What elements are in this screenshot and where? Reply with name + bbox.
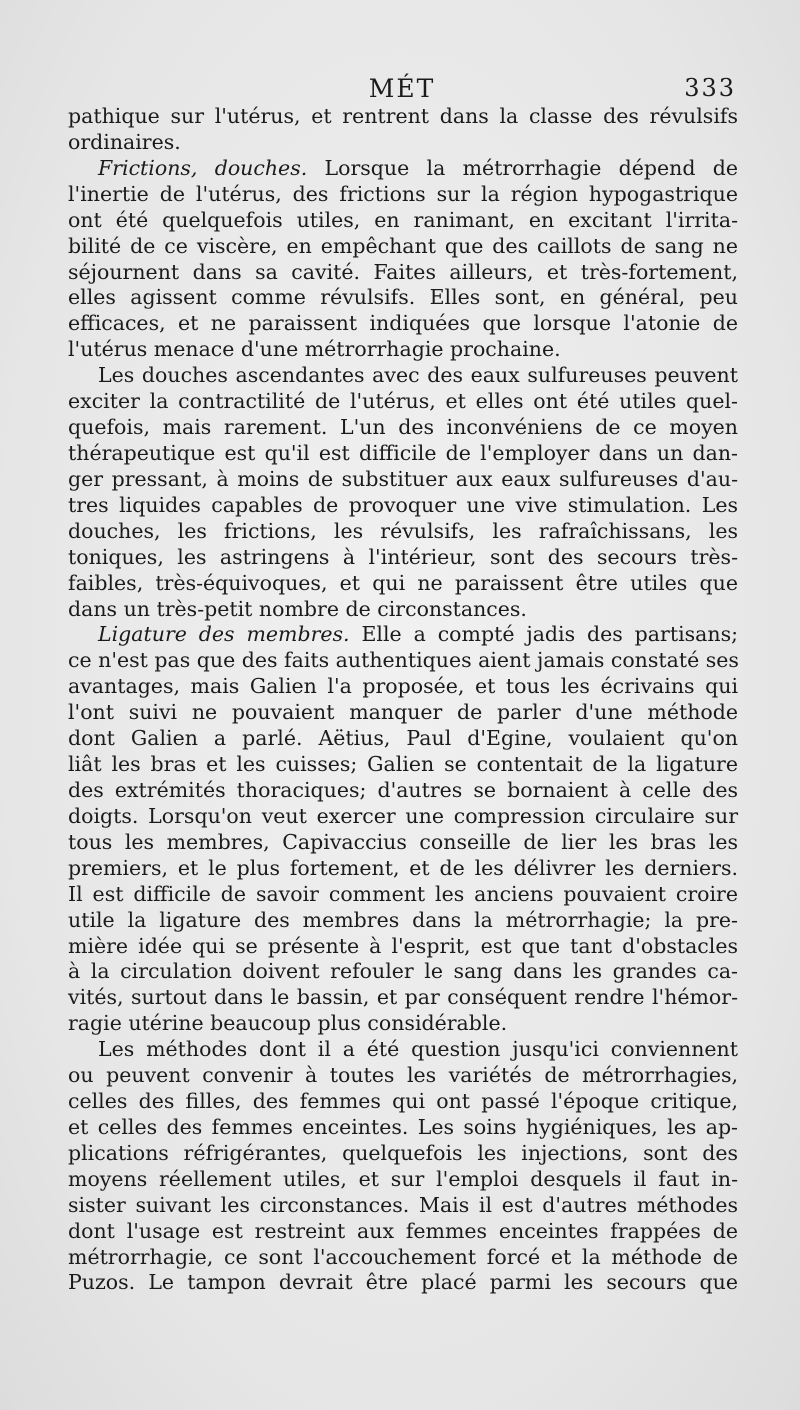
text-line: elles agissent comme révulsifs. Elles sont, en général, peu bbox=[68, 285, 738, 310]
text-line: bilité de ce viscère, en empêchant que des caillots de sang ne bbox=[68, 233, 738, 258]
text-line: toniques, les astringens à l'intérieur, sont des secours très- bbox=[68, 544, 738, 569]
text-line: ce n'est pas que des faits authentiques aient jamais constaté ses bbox=[68, 648, 739, 673]
page-header bbox=[68, 74, 736, 108]
page-number: 333 bbox=[684, 74, 736, 102]
text-line: Les douches ascendantes avec des eaux sulfureuses peuvent bbox=[98, 363, 738, 388]
text-line: séjournent dans sa cavité. Faites ailleurs, et très-fortement, bbox=[68, 259, 738, 284]
text-line: celles des filles, des femmes qui ont passé l'époque critique, bbox=[68, 1089, 738, 1114]
text-line: moyens réellement utiles, et sur l'emploi desquels il faut in- bbox=[68, 1166, 738, 1191]
text-line: ont été quelquefois utiles, en ranimant, en excitant l'irrita- bbox=[68, 207, 738, 232]
text-line: mière idée qui se présente à l'esprit, est que tant d'obstacles bbox=[68, 933, 738, 958]
text-line: faibles, très-équivoques, et qui ne paraissent être utiles que bbox=[68, 570, 738, 595]
text-line: liât les bras et les cuisses; Galien se contentait de la ligature bbox=[68, 752, 738, 777]
text-line: à la circulation doivent refouler le sang dans les grandes ca- bbox=[68, 959, 738, 984]
text-line: ragie utérine beaucoup plus considérable. bbox=[68, 1011, 508, 1036]
text-line: quefois, mais rarement. L'un des inconvéniens de ce moyen bbox=[68, 415, 738, 440]
section-lead: Ligature des membres. bbox=[98, 622, 350, 647]
text-line: ordinaires. bbox=[68, 129, 181, 154]
text-line: doigts. Lorsqu'on veut exercer une compression circulaire sur bbox=[68, 803, 738, 828]
text-line: thérapeutique est qu'il est difficile de l'employer dans un dan- bbox=[68, 440, 738, 465]
running-head: MÉT bbox=[368, 74, 436, 103]
text-line: dans un très-petit nombre de circonstances. bbox=[68, 596, 527, 621]
text-line: Frictions, douches. Lorsque la métrorrhagie dépend de bbox=[98, 155, 738, 180]
text-line: Il est difficile de savoir comment les anciens pouvaient croire bbox=[68, 881, 738, 906]
text-line: tres liquides capables de provoquer une vive stimulation. Les bbox=[68, 492, 738, 517]
text-line: des extrémités thoraciques; d'autres se bornaient à celle des bbox=[68, 777, 738, 802]
text-line: plications réfrigérantes, quelquefois les injections, sont des bbox=[68, 1140, 738, 1165]
text-line: efficaces, et ne paraissent indiquées que lorsque l'atonie de bbox=[68, 311, 738, 336]
text-line: douches, les frictions, les révulsifs, les rafraîchissans, les bbox=[68, 518, 738, 543]
text-line: ger pressant, à moins de substituer aux eaux sulfureuses d'au- bbox=[68, 466, 738, 491]
text-line: pathique sur l'utérus, et rentrent dans la classe des révulsifs bbox=[68, 104, 738, 128]
text-line: vités, surtout dans le bassin, et par conséquent rendre l'hémor- bbox=[68, 985, 738, 1010]
text-line: l'ont suivi ne pouvaient manquer de parler d'une méthode bbox=[68, 700, 738, 725]
text-line: Ligature des membres. Elle a compté jadis des partisans; bbox=[98, 622, 738, 647]
text-line: exciter la contractilité de l'utérus, et elles ont été utiles quel- bbox=[68, 389, 738, 414]
text-line: métrorrhagie, ce sont l'accouchement forcé et la méthode de bbox=[68, 1244, 738, 1269]
section-lead: Frictions, douches. bbox=[98, 155, 308, 180]
text-line: ou peuvent convenir à toutes les variétés de métrorrhagies, bbox=[68, 1063, 738, 1088]
text-line: Les méthodes dont il a été question jusqu'ici conviennent bbox=[98, 1037, 738, 1062]
text-line: l'utérus menace d'une métrorrhagie prochaine. bbox=[68, 337, 561, 362]
text-line: avantages, mais Galien l'a proposée, et tous les écrivains qui bbox=[68, 674, 738, 699]
text-line: dont l'usage est restreint aux femmes enceintes frappées de bbox=[68, 1218, 738, 1243]
text-line: premiers, et le plus fortement, et de les délivrer les derniers. bbox=[68, 855, 738, 880]
text-line: sister suivant les circonstances. Mais il est d'autres méthodes bbox=[68, 1192, 738, 1217]
text-body bbox=[68, 104, 738, 1296]
text-line: dont Galien a parlé. Aëtius, Paul d'Egine, voulaient qu'on bbox=[68, 726, 738, 751]
text-line: l'inertie de l'utérus, des frictions sur la région hypogastrique bbox=[68, 181, 738, 206]
text-line: et celles des femmes enceintes. Les soins hygiéniques, les ap- bbox=[68, 1114, 738, 1139]
text-line: Puzos. Le tampon devrait être placé parmi les secours que bbox=[68, 1270, 738, 1295]
text-line: tous les membres, Capivaccius conseille de lier les bras les bbox=[68, 829, 738, 854]
text-line: utile la ligature des membres dans la métrorrhagie; la pre- bbox=[68, 907, 738, 932]
